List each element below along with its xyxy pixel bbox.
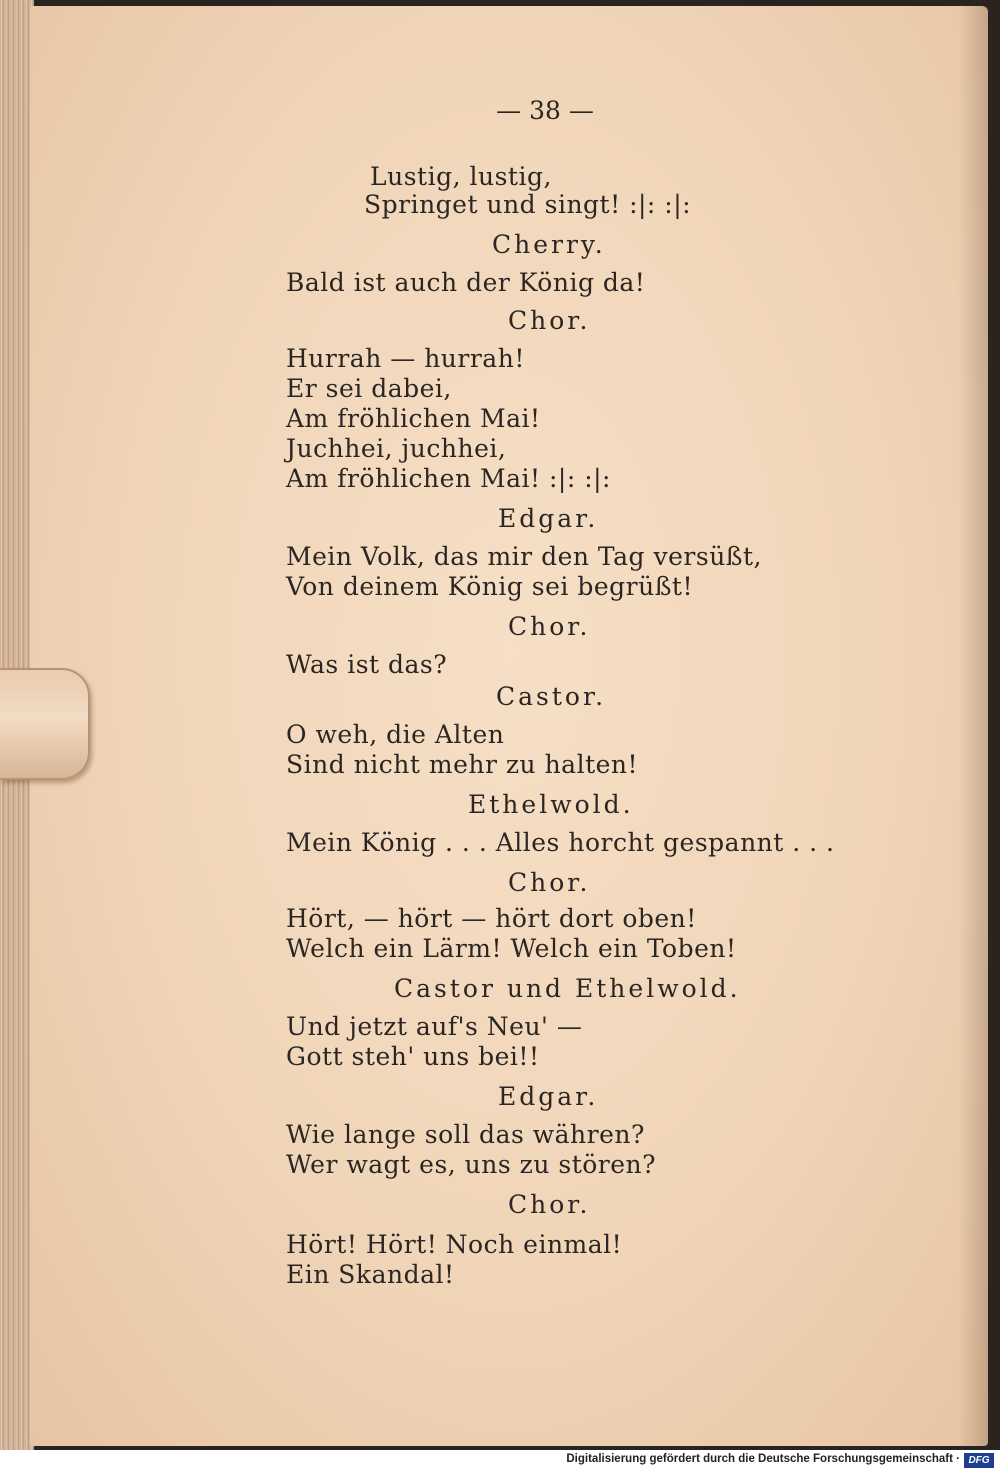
page-gutter-shadow — [958, 6, 988, 1446]
speaker-heading: Chor. — [508, 868, 591, 897]
verse-line: Hört! Hört! Noch einmal! — [286, 1230, 623, 1259]
verse-line: Am fröhlichen Mai! — [286, 404, 541, 433]
verse-line: Springet und singt! :|: :|: — [364, 190, 692, 219]
footer-bar — [0, 1450, 1000, 1472]
speaker-heading: Chor. — [508, 306, 591, 335]
verse-line: Welch ein Lärm! Welch ein Toben! — [286, 934, 737, 963]
verse-line: O weh, die Alten — [286, 720, 505, 749]
dfg-logo-icon: DFG — [964, 1453, 994, 1468]
speaker-heading: Cherry. — [492, 230, 606, 259]
funding-notice: Digitalisierung gefördert durch die Deutsche Forschungsgemeinschaft · — [566, 1453, 960, 1465]
verse-line: Ein Skandal! — [286, 1260, 455, 1289]
verse-line: Mein König . . . Alles horcht gespannt . . . — [286, 828, 835, 857]
verse-line: Juchhei, juchhei, — [286, 434, 507, 463]
speaker-heading: Chor. — [508, 1190, 591, 1219]
verse-line: Hurrah — hurrah! — [286, 344, 525, 373]
verse-line: Gott steh' uns bei!! — [286, 1042, 540, 1071]
verse-line: Von deinem König sei begrüßt! — [286, 572, 694, 601]
speaker-heading: Edgar. — [498, 1082, 599, 1111]
verse-line: Und jetzt auf's Neu' — — [286, 1012, 583, 1041]
verse-line: Hört, — hört — hört dort oben! — [286, 904, 697, 933]
verse-line: Was ist das? — [286, 650, 448, 679]
page-number: — 38 — — [496, 96, 594, 125]
verse-line: Wie lange soll das währen? — [286, 1120, 645, 1149]
verse-line: Er sei dabei, — [286, 374, 452, 403]
speaker-heading: Edgar. — [498, 504, 599, 533]
speaker-heading: Castor. — [496, 682, 607, 711]
verse-line: Wer wagt es, uns zu stören? — [286, 1150, 657, 1179]
verse-line: Am fröhlichen Mai! :|: :|: — [286, 464, 611, 493]
verse-line: Bald ist auch der König da! — [286, 268, 646, 297]
speaker-heading: Chor. — [508, 612, 591, 641]
verse-line: Mein Volk, das mir den Tag versüßt, — [286, 542, 762, 571]
speaker-heading: Castor und Ethelwold. — [394, 974, 741, 1003]
speaker-heading: Ethelwold. — [468, 790, 634, 819]
page-clip — [0, 668, 90, 780]
verse-line: Lustig, lustig, — [370, 162, 552, 191]
verse-line: Sind nicht mehr zu halten! — [286, 750, 639, 779]
